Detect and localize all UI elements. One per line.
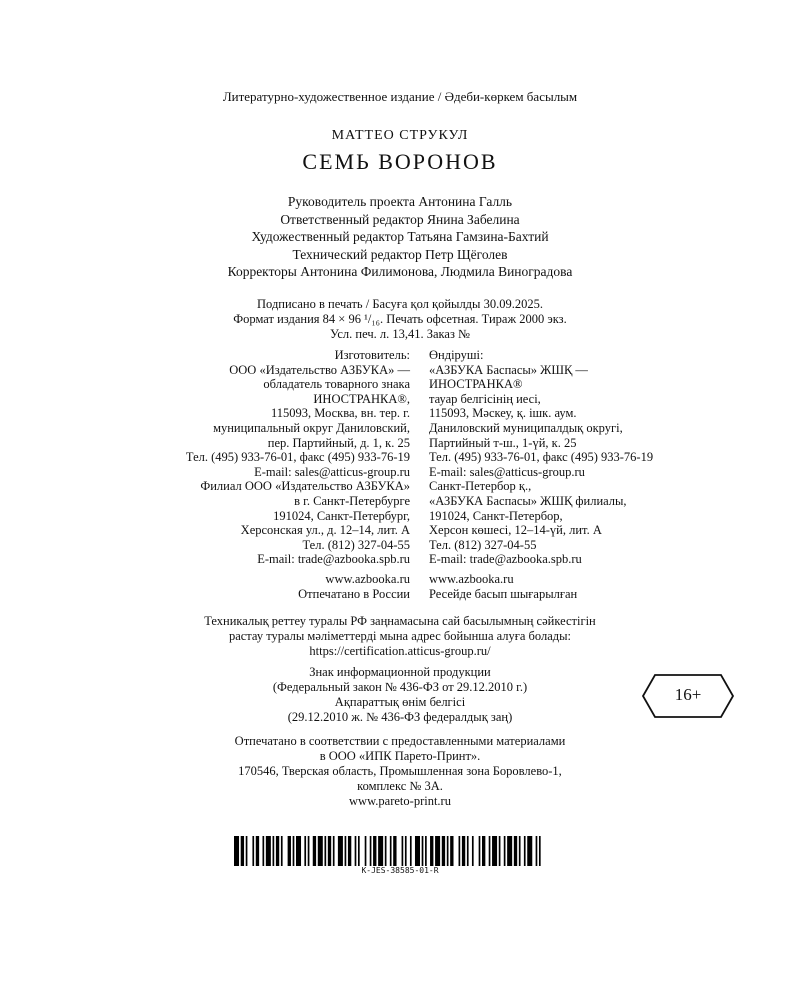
age-rating: 16+ (674, 685, 702, 704)
barcode-bar (390, 836, 392, 866)
maker-line: ООО «Издательство АЗБУКА» — (229, 362, 410, 377)
barcode-bar (507, 836, 512, 866)
edition-format: Формат издания 84 × 96 ¹/₁₆. Печать офсетная. Тираж 2000 экз. (233, 312, 567, 326)
print-sheets: Усл. печ. л. 13,41. Заказ № (330, 327, 470, 341)
barcode-bar (430, 836, 433, 866)
maker-line: Даниловский муниципалдық округі, (429, 420, 623, 435)
barcode-bar (519, 836, 521, 866)
barcode-caption: К-ЈЕЅ-38585-01-R (361, 866, 439, 875)
barcode-bar (313, 836, 316, 866)
branch-line: Тел. (812) 327-04-55 (302, 537, 410, 552)
branch-line: E-mail: trade@azbooka.spb.ru (429, 552, 582, 567)
maker-line: E-mail: sales@atticus-group.ru (429, 464, 585, 479)
barcode-bar (527, 836, 532, 866)
barcode-bar (345, 836, 347, 866)
branch-line: Херсон көшесі, 12–14-үй, лит. А (429, 523, 602, 538)
info-line: (29.12.2010 ж. № 436-ФЗ федералдық заң) (287, 710, 513, 724)
barcode-bar (393, 836, 396, 866)
barcode-bar (489, 836, 491, 866)
branch-line: Херсонская ул., д. 12–14, лит. А (240, 523, 410, 538)
kazakh-publisher-column (429, 348, 749, 601)
credit-line: Корректоры Антонина Филимонова, Людмила Виноградова (227, 264, 573, 279)
barcode-bar (348, 836, 351, 866)
barcode-bar (338, 836, 343, 866)
certification-url: https://certification.atticus-group.ru/ (309, 644, 491, 658)
barcode-bar (358, 836, 360, 866)
barcode-bar (378, 836, 383, 866)
barcode-bar (425, 836, 427, 866)
barcode-bar (482, 836, 485, 866)
barcode-bar (459, 836, 461, 866)
branch-line: Санкт-Петербор қ., (429, 479, 532, 494)
barcode-bar (472, 836, 474, 866)
book-author: МАТТЕО СТРУКУЛ (331, 128, 469, 143)
barcode-bar (462, 836, 465, 866)
credit-line: Ответственный редактор Янина Забелина (280, 211, 520, 227)
printer-line: в ООО «ИПК Парето-Принт». (319, 749, 481, 763)
branch-line: Филиал ООО «Издательство АЗБУКА» (200, 479, 410, 494)
maker-line: ИНОСТРАНКА® (429, 377, 523, 392)
printed-in: Отпечатано в России (298, 586, 410, 601)
maker-line: E-mail: sales@atticus-group.ru (254, 464, 410, 479)
credit-line: Технический редактор Петр Щёголев (292, 246, 508, 262)
barcode-bar (328, 836, 331, 866)
barcode-bar (435, 836, 440, 866)
barcode-bar (256, 836, 259, 866)
barcode-bar (415, 836, 420, 866)
branch-line: E-mail: trade@azbooka.spb.ru (257, 552, 410, 567)
barcode-bar (252, 836, 254, 866)
barcode-bar (281, 836, 283, 866)
barcode-bar (288, 836, 291, 866)
certification-note (0, 614, 800, 659)
printer-line: 170546, Тверская область, Промышленная зона Боровлево-1, (238, 764, 562, 778)
maker-line: тауар белгісінің иесі, (429, 391, 541, 406)
barcode-bar (318, 836, 323, 866)
barcode-bar (296, 836, 301, 866)
book-title: СЕМЬ ВОРОНОВ (302, 149, 498, 174)
barcode-bar (402, 836, 404, 866)
barcode-bar (405, 836, 407, 866)
printing-details (0, 297, 800, 342)
maker-line: Өндіруші: (429, 348, 484, 362)
maker-line: муниципальный округ Даниловский, (213, 420, 410, 435)
barcode-bar (324, 836, 326, 866)
credits-block (0, 193, 800, 281)
printer-url: www.pareto-print.ru (349, 794, 451, 808)
barcode-bar (234, 836, 239, 866)
maker-line: Изготовитель: (334, 348, 410, 362)
barcode-bar (370, 836, 372, 866)
maker-line: ИНОСТРАНКА®, (313, 391, 410, 406)
edition-type: Литературно-художественное издание / Әдеби-көркем басылым (222, 89, 578, 104)
maker-line: 115093, Москва, вн. тер. г. (270, 406, 410, 421)
credit-line: Художественный редактор Татьяна Гамзина-Бахтий (251, 229, 549, 244)
maker-line: обладатель товарного знака (263, 377, 410, 392)
barcode-bar (304, 836, 306, 866)
barcode-bar (355, 836, 357, 866)
barcode-bar (308, 836, 310, 866)
certification-line: Техникалық реттеу туралы РФ заңнамасына сай басылымның сәйкестігін (204, 614, 596, 628)
maker-line: Тел. (495) 933-76-01, факс (495) 933-76-19 (185, 450, 410, 465)
printer-line: комплекс № 3А. (357, 779, 443, 793)
branch-line: в г. Санкт-Петербурге (294, 493, 410, 508)
barcode-bar (410, 836, 412, 866)
barcode-bar (447, 836, 449, 866)
maker-line: Тел. (495) 933-76-01, факс (495) 933-76-19 (429, 450, 654, 465)
barcode-bar (479, 836, 481, 866)
barcode-bar (539, 836, 541, 866)
barcode-bar (524, 836, 526, 866)
info-line: (Федеральный закон № 436-ФЗ от 29.12.2010 г.) (272, 680, 528, 694)
branch-line: 191024, Санкт-Петербург, (273, 508, 410, 523)
printer-line: Отпечатано в соответствии с предоставленными материалами (234, 734, 566, 748)
barcode-bar (492, 836, 497, 866)
barcode-bar (450, 836, 453, 866)
barcode-bar (514, 836, 517, 866)
maker-line: пер. Партийный, д. 1, к. 25 (267, 435, 410, 450)
barcode-bar (536, 836, 538, 866)
branch-line: Тел. (812) 327-04-55 (429, 537, 537, 552)
signed-date: Подписано в печать / Басуға қол қойылды 30.09.2025. (257, 297, 543, 311)
barcode-bar (266, 836, 271, 866)
barcode-bar (373, 836, 376, 866)
barcode-bar (422, 836, 424, 866)
barcode-bar (293, 836, 295, 866)
maker-line: 115093, Мәскеу, қ. ішк. аум. (429, 406, 577, 421)
barcode-bar (499, 836, 501, 866)
barcode-bar (262, 836, 264, 866)
maker-line: «АЗБУКА Баспасы» ЖШҚ — (429, 362, 588, 377)
info-line: Ақпараттық өнім белгісі (334, 695, 466, 709)
printer-info (0, 734, 800, 809)
barcode-bar (273, 836, 275, 866)
barcode-bar (365, 836, 367, 866)
website: www.azbooka.ru (325, 571, 410, 586)
printed-in: Ресейде басып шығарылған (429, 586, 578, 601)
branch-line: «АЗБУКА Баспасы» ЖШҚ филиалы, (429, 493, 627, 508)
barcode-bar (385, 836, 387, 866)
credit-line: Руководитель проекта Антонина Галль (287, 194, 513, 209)
branch-line: 191024, Санкт-Петербор, (429, 508, 563, 523)
russian-publisher-column (60, 348, 410, 601)
barcode-bar (246, 836, 248, 866)
maker-line: Партийный т-ш., 1-үй, к. 25 (429, 435, 577, 450)
barcode-bar (241, 836, 244, 866)
info-line: Знак информационной продукции (309, 665, 491, 679)
barcode-bar (442, 836, 445, 866)
barcode-bar (504, 836, 506, 866)
barcode-bar (333, 836, 335, 866)
barcode-bar (467, 836, 469, 866)
barcode (234, 836, 544, 866)
barcode-bar (276, 836, 279, 866)
website: www.azbooka.ru (429, 571, 514, 586)
certification-line: растау туралы мәліметтерді мына адрес бойынша алуға болады: (228, 629, 572, 643)
